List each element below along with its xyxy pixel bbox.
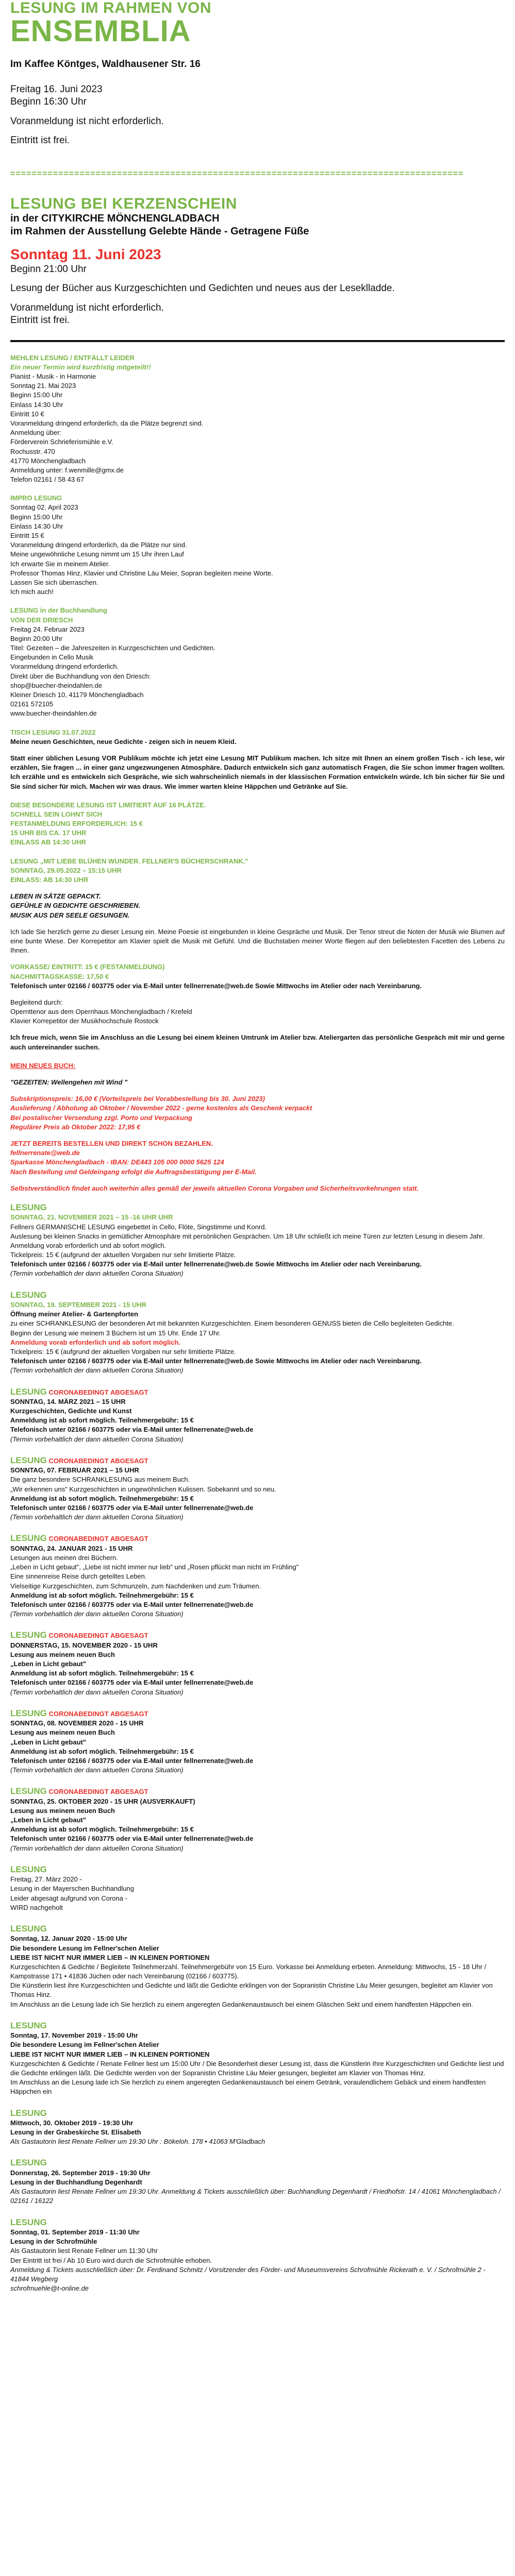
lesung-entry-line: SONNTAG, 07. FEBRUAR 2021 – 15 UHR [10, 1466, 139, 1475]
wunder-head: LESUNG „MIT LIEBE BLÜHEN WUNDER. FELLNER'S BÜCHERSCHRANK." [10, 857, 248, 865]
lesung-entry-head [10, 1708, 505, 1719]
lesung-entry-title: LESUNG [10, 1290, 47, 1300]
lesung-entry-line: Als Gastautorin liest Renate Fellner um 11:30 Uhr [10, 2247, 158, 2255]
impro-line: Lassen Sie sich überraschen. [10, 578, 98, 586]
impro-line: Ich mich auch! [10, 588, 54, 596]
buchhandlung-line: Titel: Gezeiten – die Jahreszeiten in Kurzgeschichten und Gedichten. [10, 644, 215, 652]
lesung-entry-line: Fellners GERMANISCHE LESUNG eingebettet in Cello, Flöte, Singstimme und Konrd. [10, 1223, 267, 1231]
wunder-poem3: MUSIK AUS DER SEELE GESUNGEN. [10, 911, 130, 919]
wunder-sub2: EINLASS: AB 14:30 UHR [10, 876, 89, 884]
mehlen-line: Einlass 14:30 Uhr [10, 400, 63, 409]
buchhandlung-head2: VON DER DRIESCH [10, 616, 73, 624]
kerzen-date: Sonntag 11. Juni 2023 [10, 246, 161, 263]
tisch-line1: Meine neuen Geschichten, neue Gedichte - zeigen sich in neuem Kleid. [10, 737, 237, 745]
lesung-entry-line: Anmeldung ist ab sofort möglich. Teilnehmergebühr: 15 € [10, 1747, 194, 1755]
lesung-entry-head [10, 1455, 505, 1466]
lesung-entry-line: Telefonisch unter 02166 / 603775 oder via E-Mail unter fellnerrenate@web.de [10, 1835, 254, 1843]
lesung-entry-line: Tickelpreis: 15 € (aufgrund der aktuellen Vorgaben nur sehr limitierte Plätze. [10, 1347, 236, 1355]
lesung-entry-line: DONNERSTAG, 15. NOVEMBER 2020 - 15 UHR [10, 1641, 158, 1649]
ensemblia-heading-line1: LESUNG IM RAHMEN VON [10, 0, 212, 16]
lesung-entry-line: Vielseitige Kurzgeschichten, zum Schmunzeln, zum Nachdenken und zum Träumen. [10, 1582, 261, 1590]
lesung-entry-tag: CORONABEDINGT ABGESAGT [46, 1788, 148, 1796]
neues-buch-line4: Regulärer Preis ab Oktober 2022: 17,95 € [10, 1123, 141, 1131]
lesung-entry-line: Donnerstag, 26. September 2019 - 19:30 Uhr [10, 2168, 151, 2177]
lesung-entry-line: Telefonisch unter 02166 / 603775 oder via E-Mail unter fellnerrenate@web.de [10, 1503, 254, 1512]
ensemblia-reservation: Voranmeldung ist nicht erforderlich. [10, 115, 164, 127]
lesung-entry-line: SONNTAG, 25. OKTOBER 2020 - 15 UHR (AUSVERKAUFT) [10, 1797, 195, 1805]
lesung-entry-title: LESUNG [10, 1386, 47, 1397]
lesung-entry-line: Die besondere Lesung im Fellner'schen Atelier [10, 1944, 159, 1952]
lesung-entry-head [10, 1786, 505, 1797]
lesung-entry-line: (Termin vorbehaltlich der dann aktuellen Corona Situation) [10, 1610, 184, 1618]
lesung-entry-line: Die besondere Lesung im Fellner'schen Atelier [10, 2041, 159, 2049]
lesung-entry-line: (Termin vorbehaltlich der dann aktuellen Corona Situation) [10, 1513, 184, 1521]
lesung-entry-line: Telefonisch unter 02166 / 603775 oder via E-Mail unter fellnerrenate@web.de [10, 1600, 254, 1608]
ensemblia-entry: Eintritt ist frei. [10, 135, 70, 146]
buchhandlung-line: Freitag 24. Februar 2023 [10, 625, 85, 633]
lesung-entry-head [10, 1630, 505, 1640]
lesung-entry-line: Lesung aus meinem neuen Buch [10, 1728, 115, 1737]
lesung-entry-title: LESUNG [10, 1630, 47, 1640]
buchhandlung-line: shop@buecher-theindahlen.de [10, 681, 102, 689]
lesung-entry-head [10, 2108, 505, 2119]
buchhandlung-head1: LESUNG in der Buchhandlung [10, 606, 107, 615]
begrenzt-line3: FESTANMELDUNG ERFORDERLICH: 15 € [10, 820, 143, 828]
wunder-vk3: Telefonisch unter 02166 / 603775 oder via E-Mail unter fellnerrenate@web.de Sowie Mittwochs im Atelier oder nach Vereinbarung. [10, 981, 422, 990]
neues-buch-bank-note: Nach Bestellung und Geldeingang erfolgt die Auftragsbestätigung per E-Mail. [10, 1167, 257, 1176]
lesung-entry-line: (Termin vorbehaltlich der dann aktuellen Corona Situation) [10, 1844, 184, 1852]
lesung-entry-line: Im Anschluss an die Lesung lade ich Sie herzlich zu einem angeregten Gedankenaustausch bei einem Getränk, voraulendlichem Gebäck und einem handfesten Häppchen ein [10, 2078, 486, 2096]
neues-buch-bestell-head: JETZT BEREITS BESTELLEN UND DIREKT SCHON BEZAHLEN. [10, 1139, 213, 1147]
lesung-entry-line: Kurzgeschichten & Gedichte / Renate Fellner liest um 15:00 Uhr / Die Besonderheit dieser Lesung ist, dass die Künstlerin Ihre Kurzgeschichten und Gedichte liest und die Gedichte erklingen läßt. Die Gedichte werden von der Sopranistin Christine Läu Meier gesungen, begleitet am Klavier von Thomas Hinz. [10, 2059, 504, 2077]
lesung-entry-line: Lesungen aus meinen drei Büchern. [10, 1553, 118, 1562]
lesung-entry-title: LESUNG [10, 1455, 47, 1465]
mehlen-line: Sonntag 21. Mai 2023 [10, 382, 76, 390]
ensemblia-time: Beginn 16:30 Uhr [10, 96, 87, 107]
mehlen-line: Beginn 15:00 Uhr [10, 391, 63, 399]
buchhandlung-line: Kleiner Driesch 10, 41179 Mönchengladbach [10, 691, 144, 699]
lesung-entry-line: zu einer SCHRANKLESUNG der besonderen Art mit bekannten Kurzgeschichten. Einem besonderen GENUSS bieten die Cello begleiteten Gedichte. [10, 1319, 454, 1328]
kerzen-entry: Eintritt ist frei. [10, 314, 70, 326]
mehlen-line: Förderverein Schrieferismühle e.V. [10, 438, 113, 446]
tisch-section [10, 728, 505, 791]
lesung-entry-line: (Termin vorbehaltlich der dann aktuellen Corona Situation) [10, 1766, 184, 1774]
neues-buch-line3: Bei postalischer Versendung zzgl. Porto und Verpackung [10, 1113, 192, 1122]
mehlen-section [10, 353, 505, 485]
kerzen-title: LESUNG BEI KERZENSCHEIN [10, 195, 237, 213]
wunder-vk2: NACHMITTAGSKASSE: 17,50 € [10, 972, 109, 980]
lesung-entry [10, 2021, 505, 2097]
neues-buch-title: "GEZEITEN: Wellengehen mit Wind " [10, 1078, 128, 1087]
lesung-entry [10, 1533, 505, 1619]
lesung-entries-list [10, 1202, 505, 2293]
lesung-entry-line: WIRD nachgeholt [10, 1903, 63, 1911]
lesung-entry [10, 1786, 505, 1853]
mehlen-line: Telefon 02161 / 58 43 67 [10, 476, 85, 484]
mehlen-line: Pianist - Musik - in Harmonie [10, 372, 96, 381]
wunder-vk1: VORKASSE/ EINTRITT: 15 € (FESTANMELDUNG) [10, 963, 165, 971]
lesung-entry-line: Freitag, 27. März 2020 - [10, 1875, 82, 1884]
lesung-entry-line: Die ganz besondere SCHRANKLESUNG aus meinem Buch. [10, 1476, 190, 1484]
lesung-entry-line: Der Eintritt ist frei / Ab 10 Euro wird durch die Schrofmühle erhoben. [10, 2256, 212, 2264]
lesung-entry-line: „Leben in Licht gebaut", „Liebe ist nicht immer nur lieb" und „Rosen pflückt man nicht im Frühling" [10, 1563, 299, 1571]
ensemblia-section [10, 0, 505, 147]
lesung-entry [10, 1630, 505, 1697]
lesung-entry-line: SONNTAG, 14. MÄRZ 2021 – 15 UHR [10, 1397, 126, 1405]
lesung-entry-line: „Wir erkennen uns" Kurzgeschichten in ungewöhnlichen Kulissen. Sobekannt und so neu. [10, 1485, 276, 1493]
lesung-entry-line: SONNTAG, 19. SEPTEMBER 2021 - 15 UHR [10, 1301, 147, 1309]
lesung-entry-line: Öffnung meiner Atelier- & Gartenpforten [10, 1310, 138, 1318]
lesung-entry-line: (Termin vorbehaltlich der dann aktuellen Corona Situation) [10, 1435, 184, 1443]
lesung-entry-line: Anmeldung ist ab sofort möglich. Teilnehmergebühr: 15 € [10, 1494, 194, 1502]
wunder-sub1: SONNTAG, 29.05.2022 – 15:15 UHR [10, 866, 122, 874]
lesung-entry-line: Anmeldung ist ab sofort möglich. Teilnehmergebühr: 15 € [10, 1591, 194, 1599]
buchhandlung-line: www.buecher-theindahlen.de [10, 709, 97, 718]
kerzen-section [10, 195, 505, 326]
lesung-entry-head [10, 1865, 505, 1875]
lesung-entry-tag: CORONABEDINGT ABGESAGT [46, 1535, 148, 1543]
neues-buch-bank: Sparkasse Mönchengladbach - IBAN: DE443 105 000 0000 5625 124 [10, 1158, 224, 1166]
lesung-entry-tag: CORONABEDINGT ABGESAGT [46, 1632, 148, 1640]
lesung-entry-title: LESUNG [10, 2158, 47, 2168]
lesung-entry [10, 1290, 505, 1376]
kerzen-sub2: im Rahmen der Ausstellung Gelebte Hände - Getragene Füße [10, 226, 309, 238]
mehlen-note: Ein neuer Termin wird kurzfristig mitgeteilt!! [10, 363, 151, 371]
lesung-entry-line: „Leben in Licht gebaut" [10, 1738, 86, 1746]
wunder-beg1: Opernttenor aus dem Opernhaus Mönchengladbach / Krefeld [10, 1008, 192, 1016]
begrenzt-line2: SCHNELL SEIN LOHNT SICH [10, 810, 103, 818]
wunder-beg-head: Begleitend durch: [10, 998, 63, 1006]
mehlen-line: Rochusstr. 470 [10, 447, 55, 455]
lesung-entry-line: Lesung aus meinem neuen Buch [10, 1806, 115, 1815]
lesung-entry-line: Lesung in der Schrofmühle [10, 2238, 97, 2246]
lesung-entry-line: „Leben in Licht gebaut" [10, 1660, 86, 1668]
lesung-entry-title: LESUNG [10, 1923, 47, 1934]
lesung-entry [10, 2217, 505, 2294]
lesung-entry-line: Tickelpreis: 15 € (aufgrund der aktuellen Vorgaben nur sehr limitierte Plätze. [10, 1251, 236, 1259]
lesung-entry-line: Anmeldung & Tickets ausschließlich über: Dr. Ferdinand Schmitz / Vorsitzender des Förder- und Museumsvereins Schrofmühle Rickerath e. V. / Schrofmühle 2 - 41844 Wegberg [10, 2265, 486, 2283]
lesung-entry-line: Telefonisch unter 02166 / 603775 oder via E-Mail unter fellnerrenate@web.de [10, 1756, 254, 1765]
lesung-entry-head [10, 1202, 505, 1213]
lesung-entry-line: Anmeldung vorab erforderlich und ab sofort möglich. [10, 1338, 181, 1346]
lesung-entry-title: LESUNG [10, 1864, 47, 1874]
lesung-entry-line: Sonntag, 01. September 2019 - 11:30 Uhr [10, 2228, 140, 2236]
lesung-entry [10, 1924, 505, 2009]
lesung-entry-line: Sonntag, 12. Januar 2020 - 15:00 Uhr [10, 1935, 127, 1943]
lesung-entry [10, 2108, 505, 2147]
begrenzt-line5: EINLASS AB 14:30 UHR [10, 838, 86, 846]
mehlen-line: Voranmeldung dringend erforderlich, da die Plätze begrenzt sind. [10, 419, 204, 427]
mehlen-line: 41770 Mönchengladbach [10, 456, 86, 465]
lesung-entry-line: Eine sinnenreise Reise durch geteiltes Leben. [10, 1572, 147, 1581]
begrenzt-line4: 15 UHR BIS CA. 17 UHR [10, 829, 87, 837]
wunder-para2: Ich freue mich, wenn Sie im Anschluss an die Lesung bei einem kleinen Umtrunk im Atelier bzw. Ateliergarten das persönliche Gespräch mit mir und gerne auch untereinander suchen. [10, 1033, 505, 1051]
lesung-entry-title: LESUNG [10, 1202, 47, 1212]
lesung-entry-title: LESUNG [10, 1533, 47, 1544]
impro-line: Beginn 15:00 Uhr [10, 513, 63, 521]
neues-buch-mail[interactable]: fellnerrenate@web.de [10, 1149, 80, 1157]
neues-buch-corona: Selbstverständlich findet auch weiterhin alles gemäß der jeweils aktuellen Corona Vorgaben und Sicherheitsvorkehrungen statt. [10, 1184, 419, 1192]
lesung-entry-line: Anmeldung ist ab sofort möglich. Teilnehmergebühr: 15 € [10, 1825, 194, 1834]
lesung-entry-head [10, 1290, 505, 1300]
impro-line: Ich erwarte Sie in meinem Atelier. [10, 560, 110, 568]
lesung-entry-line: (Termin vorbehaltlich der dann aktuellen Corona Situation) [10, 1366, 184, 1375]
lesung-entry-title: LESUNG [10, 2020, 47, 2030]
kerzen-time: Beginn 21:00 Uhr [10, 263, 87, 275]
lesung-entry-line: SONNTAG, 24. JANUAR 2021 - 15 UHR [10, 1544, 133, 1552]
lesung-entry-line: SONNTAG, 08. NOVEMBER 2020 - 15 UHR [10, 1719, 144, 1727]
lesung-entry-line: Auslesung bei kleinen Snacks in gemütlicher Atmosphäre mit persönlichen Gesprächen. Um 18 Uhr schließt ich meine Türen zur letzten Lesung in diesem Jahr. Anmeldung vorab erforderlich und ab sofort möglich. [10, 1232, 484, 1249]
section-divider [10, 340, 505, 342]
impro-section [10, 494, 505, 597]
mehlen-lines [10, 372, 505, 484]
lesung-entry-line: SONNTAG, 21. NOVEMBER 2021 – 15 -16 UHR UHR [10, 1213, 173, 1222]
wunder-section [10, 857, 505, 1052]
neues-buch-section [10, 1061, 505, 1193]
impro-line: Voranmeldung dringend erforderlich, da die Plätze nur sind. [10, 541, 187, 549]
buchhandlung-line: Direkt über die Buchhandlung von den Driesch: [10, 672, 151, 680]
impro-line: Sonntag 02. April 2023 [10, 503, 78, 512]
lesung-entry-line: „Leben in Licht gebaut" [10, 1816, 86, 1824]
tisch-para: Statt einer üblichen Lesung VOR Publikum möchte ich jetzt eine Lesung MIT Publikum machen. Ich sitze mit Ihnen an einem großen Tisch - ich lese, wir erzählen, Sie fragen ... in einer ganz ungezwungenen Atmosphäre. Dadurch entwickeln sich ganz automatisch Fragen, die Sie schon immer fragen wollten. Ich erzähle und es entwickeln sich Gespräche, wie sich wahrscheinlich niemals in der klassischen Formation entwickeln würde. Ich bin sicher für Sie und Sie sind sicher für mich. Machen wir was draus. Wie immer warten kleine Häppchen und Getränke auf Sie. [10, 754, 505, 790]
kerzen-reservation: Voranmeldung ist nicht erforderlich. [10, 302, 164, 314]
lesung-entry [10, 1202, 505, 1279]
begrenzt-line1: DIESE BESONDERE LESUNG IST LIMITIERT AUF 16 PLÄTZE. [10, 801, 206, 809]
lesung-entry-line: Telefonisch unter 02166 / 603775 oder via E-Mail unter fellnerrenate@web.de Sowie Mittwochs im Atelier oder nach Vereinbarung. [10, 1260, 422, 1268]
neues-buch-line1: Subskriptionspreis: 16,00 € (Vorteilspreis bei Vorabbestellung bis 30. Juni 2023) [10, 1095, 265, 1103]
lesung-entry-line: Im Anschluss an die Lesung lade ich Sie herzlich zu einem angeregten Gedankenaustausch bei einem Gläschen Sekt und einem handfesten Häppchen ein. [10, 2000, 473, 2008]
wunder-poem2: GEFÜHLE IN GEDICHTE GESCHRIEBEN. [10, 902, 141, 910]
impro-head: IMPRO LESUNG [10, 494, 62, 502]
lesung-entry [10, 2158, 505, 2206]
lesung-entry-line: Kurzgeschichten, Gedichte und Kunst [10, 1407, 132, 1415]
lesung-entry-title: LESUNG [10, 2217, 47, 2227]
neues-buch-line2: Auslieferung / Abholung ab Oktober / November 2022 - gerne kostenlos als Geschenk verpackt [10, 1104, 312, 1112]
lesung-entry-line: LIEBE IST NICHT NUR IMMER LIEB – IN KLEINEN PORTIONEN [10, 1953, 210, 1961]
lesung-entry-line: Als Gastautorin liest Renate Fellner um 19:30 Uhr. Anmeldung & Tickets ausschließlich über: Buchhandlung Degenhardt / Friedhofstr. 14 / 41061 Mönchengladbach / 02161 / 16122 [10, 2188, 501, 2205]
lesung-entry-tag: CORONABEDINGT ABGESAGT [46, 1456, 148, 1465]
buchhandlung-line: Voranmeldung dringend erforderlich. [10, 663, 119, 671]
neues-buch-head: MEIN NEUES BUCH: [10, 1061, 76, 1070]
lesung-entry-tag: CORONABEDINGT ABGESAGT [46, 1709, 148, 1718]
impro-lines [10, 503, 505, 597]
lesung-entry-line: Telefonisch unter 02166 / 603775 oder via E-Mail unter fellnerrenate@web.de [10, 1679, 254, 1687]
lesung-entry-line: Telefonisch unter 02166 / 603775 oder via E-Mail unter fellnerrenate@web.de Sowie Mittwochs im Atelier oder nach Vereinbarung. [10, 1357, 422, 1365]
lesung-entry-head [10, 1387, 505, 1397]
lesung-entry-line: Lesung in der Buchhandlung Degenhardt [10, 2178, 142, 2187]
lesung-entry-line: Beginn der Lesung wie meinem 3 Büchern ist um 15 Uhr. Ende 17 Uhr. [10, 1329, 221, 1337]
lesung-entry-line: Anmeldung ist ab sofort möglich. Teilnehmergebühr: 15 € [10, 1669, 194, 1677]
wunder-beg2: Klavier Korrepetitor der Musikhochschule Rostock [10, 1017, 159, 1025]
kerzen-sub1: in der CITYKIRCHE MÖNCHENGLADBACH [10, 213, 220, 225]
lesung-entry [10, 1865, 505, 1912]
lesung-entry-line: Als Gastautorin liest Renate Fellner um 19:30 Uhr : Bökeloh. 178 • 41063 M'Gladbach [10, 2138, 265, 2146]
mehlen-line: Anmeldung unter: f.wenmille@gmx.de [10, 466, 124, 474]
ensemblia-date: Freitag 16. Juni 2023 [10, 84, 103, 95]
ensemblia-location: Im Kaffee Köntges, Waldhausener Str. 16 [10, 58, 201, 70]
lesung-entry-line: Lesung in der Mayerschen Buchhandlung [10, 1885, 134, 1893]
lesung-entry-head [10, 2021, 505, 2031]
mehlen-head: MEHLEN LESUNG / ENTFÄLLT LEIDER [10, 353, 135, 362]
mehlen-line: Anmeldung über: [10, 429, 62, 437]
lesung-entry-line: Die Künstlerin liest ihre Kurzgeschichten und Gedichte und läßt die Gedichte erklingen von der Sopranistin Christine Läu Meier gesungen, begleitet am Klavier von Thomas Hinz. [10, 1981, 493, 1999]
lesung-entry-line: Lesung aus meinem neuen Buch [10, 1650, 115, 1658]
buchhandlung-section [10, 606, 505, 718]
wunder-para: Ich lade Sie herzlich gerne zu dieser Lesung ein. Meine Poesie ist eingebunden in kleine Gespräche und Musik. Der Tenor streut die Noten der Musik wie Blumen auf eine bunte Wiese. Der Korrepetitor am Klavier spielt die Musik mit Gefühl. Und die Buchstaben meiner Worte fliegen auf den beliebtesten Facetten des Lebens zu Ihnen. [10, 927, 505, 955]
buchhandlung-line: 02161 572105 [10, 700, 54, 708]
tisch-head: TISCH LESUNG 31.07.2022 [10, 728, 96, 736]
lesung-entry [10, 1455, 505, 1522]
buchhandlung-line: Beginn 20:00 Uhr [10, 634, 63, 642]
lesung-entry-line: Kurzgeschichten & Gedichte / Begleitete Teilnehmerzahl. Teilnehmergebühr von 15 Euro. Vorkasse bei Anmeldung erbeten. Anmeldung: Mittwochs, 15 - 18 Uhr / Kampstrasse 171 • 41836 Jüchen oder nach Vereinbarung (02166 / 603775). [10, 1962, 487, 1980]
lesung-entry-head [10, 1533, 505, 1544]
kerzen-desc: Lesung der Bücher aus Kurzgeschichten und Gedichten und neues aus der Leseklladde. [10, 283, 395, 294]
buchhandlung-lines [10, 625, 505, 719]
lesung-entry-title: LESUNG [10, 1708, 47, 1718]
impro-line: Eintritt 15 € [10, 532, 44, 540]
begrenzt-section [10, 801, 505, 848]
lesung-entry-head [10, 2158, 505, 2168]
lesung-entry-line: (Termin vorbehaltlich der dann aktuellen Corona Situation) [10, 1688, 184, 1696]
ensemblia-heading-line2: ENSEMBLIA [10, 14, 191, 48]
lesung-entry-line: schrofmuehle@t-online.de [10, 2284, 89, 2293]
lesung-entry-line: Leider abgesagt aufgrund von Corona - [10, 1894, 127, 1902]
impro-line: Meine ungewöhnliche Lesung nimmt um 15 Uhr ihren Lauf [10, 550, 184, 558]
lesung-entry-head [10, 1924, 505, 1934]
impro-line: Einlass 14:30 Uhr [10, 522, 63, 530]
lesung-entry-line: Lesung in der Grabeskirche St. Elisabeth [10, 2128, 141, 2137]
lesung-entry-title: LESUNG [10, 2108, 47, 2118]
lesung-entry-title: LESUNG [10, 1786, 47, 1797]
lesung-entry [10, 1708, 505, 1775]
impro-line: Professor Thomas Hinz, Klavier und Christine Läu Meier, Sopran begleiten meine Worte. [10, 569, 273, 577]
lesung-entry-line: Anmeldung ist ab sofort möglich. Teilnehmergebühr: 15 € [10, 1416, 194, 1425]
lesung-entry [10, 1387, 505, 1444]
mehlen-line: Eintritt 10 € [10, 410, 44, 418]
lesung-entry-line: Sonntag, 17. November 2019 - 15:00 Uhr [10, 2031, 138, 2040]
lesung-entry-tag: CORONABEDINGT ABGESAGT [46, 1388, 148, 1396]
lesung-entry-line: (Termin vorbehaltlich der dann aktuellen Corona Situation) [10, 1269, 184, 1278]
lesung-entry-line: Mittwoch, 30. Oktober 2019 - 19:30 Uhr [10, 2119, 134, 2127]
lesung-entry-head [10, 2217, 505, 2228]
lesung-entry-line: Telefonisch unter 02166 / 603775 oder via E-Mail unter fellnerrenate@web.de [10, 1426, 254, 1434]
lesung-entry-line: LIEBE IST NICHT NUR IMMER LIEB – IN KLEINEN PORTIONEN [10, 2050, 210, 2058]
wunder-poem1: LEBEN IN SÄTZE GEPACKT. [10, 892, 101, 901]
buchhandlung-line: Eingebunden in Cello Musik [10, 653, 94, 662]
divider-line: ===================================================================================== [10, 170, 464, 179]
